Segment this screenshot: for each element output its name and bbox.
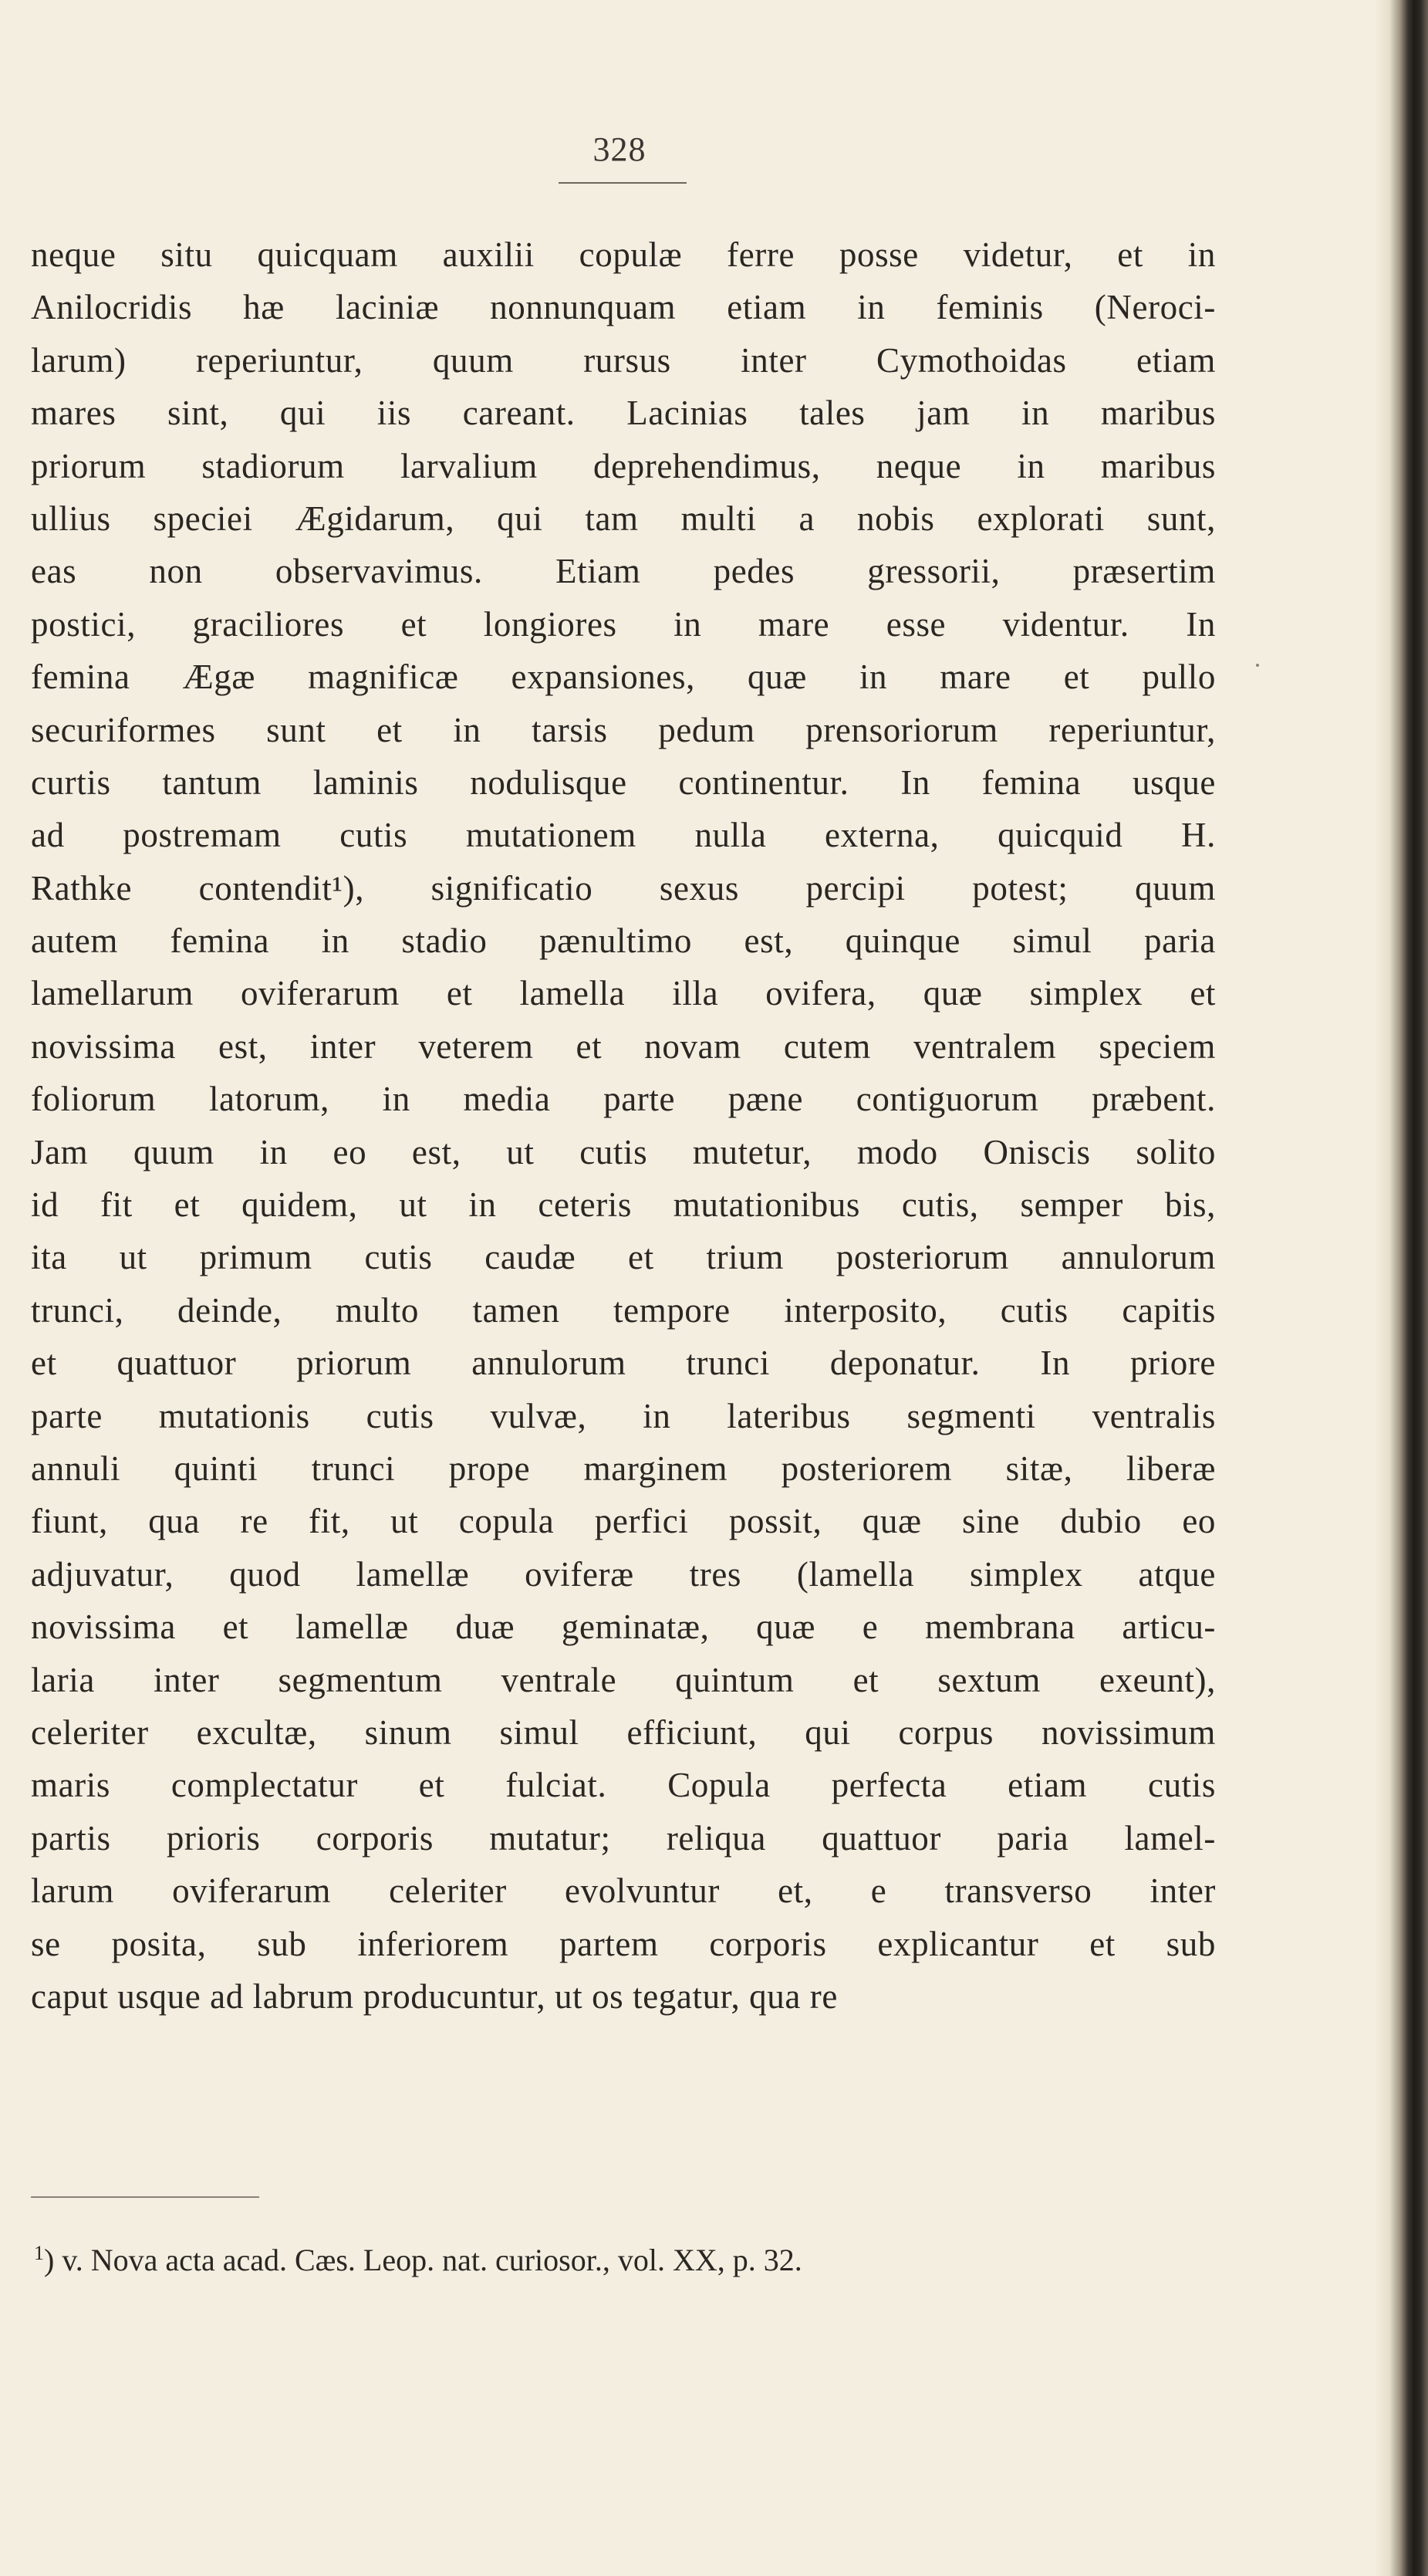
footnote-text: ) v. Nova acta acad. Cæs. Leop. nat. curiosor., vol. XX, p. 32. bbox=[44, 2243, 802, 2277]
text-line: priorum stadiorum larvalium deprehendimus, neque in maribus bbox=[31, 446, 1216, 485]
text-line: et quattuor priorum annulorum trunci deponatur. In priore bbox=[31, 1344, 1216, 1383]
text-line: se posita, sub inferiorem partem corporis explicantur et sub bbox=[31, 1924, 1216, 1963]
text-line: mares sint, qui iis careant. Lacinias tales jam in maribus bbox=[31, 394, 1216, 433]
text-line: adjuvatur, quod lamellæ oviferæ tres (lamella simplex atque bbox=[31, 1554, 1216, 1594]
text-line: ita ut primum cutis caudæ et trium posteriorum annulorum bbox=[31, 1238, 1216, 1277]
text-line: femina Ægæ magnificæ expansiones, quæ in mare et pullo bbox=[31, 658, 1216, 697]
text-line: ad postremam cutis mutationem nulla externa, quicquid H. bbox=[31, 816, 1216, 855]
text-line: parte mutationis cutis vulvæ, in lateribus segmenti ventralis bbox=[31, 1396, 1216, 1435]
footnote bbox=[34, 2232, 802, 2282]
page-number: 328 bbox=[592, 130, 646, 168]
text-line: postici, graciliores et longiores in mare esse videntur. In bbox=[31, 604, 1216, 644]
text-line: novissima est, inter veterem et novam cutem ventralem speciem bbox=[31, 1026, 1216, 1066]
text-line: neque situ quicquam auxilii copulæ ferre posse videtur, et in bbox=[31, 235, 1216, 274]
text-line: eas non observavimus. Etiam pedes gressorii, præsertim bbox=[31, 552, 1216, 591]
text-line: larum) reperiuntur, quum rursus inter Cymothoidas etiam bbox=[31, 340, 1216, 380]
text-line: annuli quinti trunci prope marginem posteriorem sitæ, liberæ bbox=[31, 1449, 1216, 1488]
text-line: larum oviferarum celeriter evolvuntur et, e transverso inter bbox=[31, 1871, 1216, 1911]
text-line: caput usque ad labrum producuntur, ut os tegatur, qua re bbox=[31, 1976, 838, 2016]
text-line: ullius speciei Ægidarum, qui tam multi a nobis explorati sunt, bbox=[31, 499, 1216, 538]
text-line: autem femina in stadio pænultimo est, quinque simul paria bbox=[31, 921, 1216, 961]
text-line: celeriter excultæ, sinum simul efficiunt, qui corpus novissimum bbox=[31, 1712, 1216, 1752]
text-line: trunci, deinde, multo tamen tempore interposito, cutis capitis bbox=[31, 1290, 1216, 1330]
text-line: partis prioris corporis mutatur; reliqua quattuor paria lamel- bbox=[31, 1818, 1216, 1858]
footnote-separator bbox=[31, 2196, 259, 2198]
ink-speck bbox=[1256, 664, 1259, 667]
text-line: novissima et lamellæ duæ geminatæ, quæ e membrana articu- bbox=[31, 1607, 1216, 1647]
page-binding-edge bbox=[1374, 0, 1428, 2576]
body-text bbox=[31, 228, 1216, 2023]
text-line: securiformes sunt et in tarsis pedum prensoriorum reperiuntur, bbox=[31, 710, 1216, 749]
text-line: Anilocridis hæ laciniæ nonnunquam etiam in feminis (Neroci- bbox=[31, 288, 1216, 327]
text-line: fiunt, qua re fit, ut copula perfici possit, quæ sine dubio eo bbox=[31, 1502, 1216, 1541]
text-line: maris complectatur et fulciat. Copula perfecta etiam cutis bbox=[31, 1766, 1216, 1805]
text-line: Rathke contendit¹), significatio sexus percipi potest; quum bbox=[31, 868, 1216, 908]
footnote-marker: 1 bbox=[34, 2242, 44, 2264]
page-number-underline bbox=[559, 182, 687, 184]
text-line: id fit et quidem, ut in ceteris mutationibus cutis, semper bis, bbox=[31, 1185, 1216, 1225]
text-line: foliorum latorum, in media parte pæne contiguorum præbent. bbox=[31, 1080, 1216, 1119]
text-line: Jam quum in eo est, ut cutis mutetur, modo Oniscis solito bbox=[31, 1132, 1216, 1171]
text-line: curtis tantum laminis nodulisque continentur. In femina usque bbox=[31, 762, 1216, 802]
text-line: laria inter segmentum ventrale quintum et sextum exeunt), bbox=[31, 1660, 1216, 1699]
text-line: lamellarum oviferarum et lamella illa ovifera, quæ simplex et bbox=[31, 974, 1216, 1013]
